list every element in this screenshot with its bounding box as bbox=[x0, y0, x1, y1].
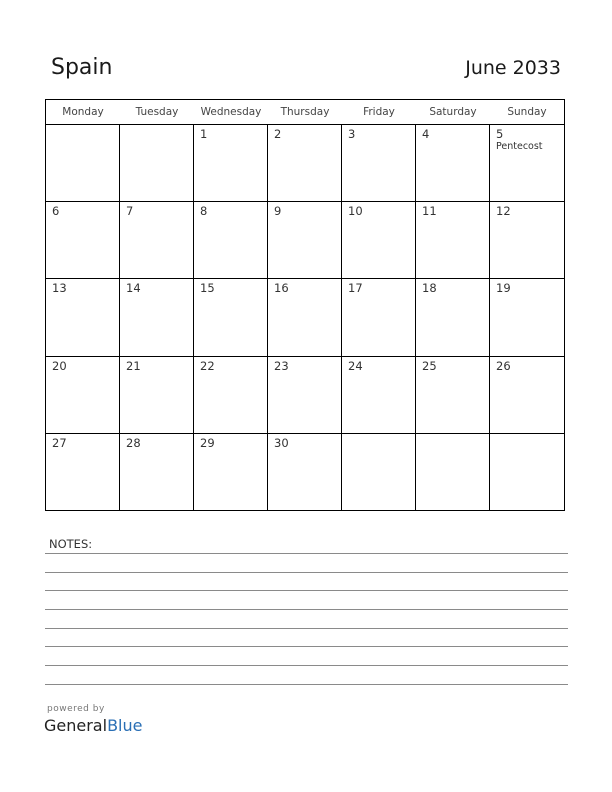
day-cell bbox=[194, 125, 268, 202]
day-number: 10 bbox=[348, 204, 363, 219]
day-number: 3 bbox=[348, 127, 356, 141]
day-cell bbox=[46, 357, 120, 434]
note-line bbox=[45, 609, 568, 610]
country-title: Spain bbox=[51, 55, 113, 80]
day-number: 13 bbox=[52, 281, 67, 296]
note-line bbox=[45, 590, 568, 591]
day-number: 25 bbox=[422, 358, 437, 373]
brand-logo bbox=[44, 716, 142, 735]
day-cell bbox=[46, 125, 120, 202]
day-cell bbox=[490, 202, 564, 279]
day-number: 26 bbox=[496, 358, 511, 373]
holiday-label: Pentecost bbox=[496, 141, 543, 152]
note-line bbox=[45, 665, 568, 666]
day-cell bbox=[416, 357, 490, 434]
powered-by-text: powered by bbox=[47, 704, 105, 714]
day-cell bbox=[194, 202, 268, 279]
day-number: 21 bbox=[126, 358, 141, 373]
day-number: 28 bbox=[126, 435, 141, 450]
day-cell bbox=[490, 125, 564, 202]
day-number: 22 bbox=[200, 358, 215, 373]
day-cell bbox=[46, 202, 120, 279]
weekday-header-row bbox=[46, 100, 564, 125]
day-cell bbox=[490, 279, 564, 356]
notes-label: NOTES: bbox=[49, 537, 93, 551]
brand-general: General bbox=[44, 716, 108, 735]
weekday-label: Thursday bbox=[280, 106, 330, 118]
day-cell bbox=[342, 357, 416, 434]
note-line bbox=[45, 628, 568, 629]
note-line bbox=[45, 553, 568, 554]
day-number: 23 bbox=[274, 358, 289, 373]
day-number: 29 bbox=[200, 435, 215, 450]
day-cell bbox=[342, 202, 416, 279]
day-number: 27 bbox=[52, 435, 67, 450]
day-cell bbox=[490, 434, 564, 511]
day-number: 6 bbox=[52, 204, 60, 219]
weekday-label: Wednesday bbox=[200, 106, 262, 118]
day-cell bbox=[268, 357, 342, 434]
note-line bbox=[45, 572, 568, 573]
day-number: 24 bbox=[348, 358, 363, 373]
day-cell bbox=[342, 279, 416, 356]
day-number: 20 bbox=[52, 358, 67, 373]
day-number: 9 bbox=[274, 204, 282, 219]
day-cell bbox=[268, 202, 342, 279]
day-cell bbox=[268, 279, 342, 356]
weekday-label: Monday bbox=[62, 106, 104, 118]
day-number: 17 bbox=[348, 281, 363, 296]
day-cell bbox=[120, 434, 194, 511]
weeks-grid bbox=[46, 125, 564, 511]
weekday-label: Sunday bbox=[507, 106, 547, 118]
day-cell bbox=[120, 357, 194, 434]
day-cell bbox=[120, 125, 194, 202]
day-number: 15 bbox=[200, 281, 215, 296]
day-number: 30 bbox=[274, 435, 289, 450]
day-number: 4 bbox=[422, 127, 430, 141]
day-cell bbox=[120, 279, 194, 356]
note-line bbox=[45, 646, 568, 647]
day-cell bbox=[268, 125, 342, 202]
day-cell bbox=[46, 279, 120, 356]
day-number: 11 bbox=[422, 204, 437, 219]
day-cell bbox=[46, 434, 120, 511]
day-cell bbox=[194, 357, 268, 434]
day-cell bbox=[268, 434, 342, 511]
day-cell bbox=[194, 279, 268, 356]
day-number: 18 bbox=[422, 281, 437, 296]
day-cell bbox=[194, 434, 268, 511]
day-number: 2 bbox=[274, 127, 282, 141]
day-number: 8 bbox=[200, 204, 208, 219]
day-cell bbox=[342, 125, 416, 202]
day-cell bbox=[416, 202, 490, 279]
day-number: 5 bbox=[496, 127, 504, 141]
day-cell bbox=[342, 434, 416, 511]
day-cell bbox=[416, 125, 490, 202]
brand-blue: Blue bbox=[107, 716, 143, 735]
calendar-grid bbox=[45, 99, 565, 511]
day-cell bbox=[120, 202, 194, 279]
day-number: 19 bbox=[496, 281, 511, 296]
day-cell bbox=[416, 434, 490, 511]
day-number: 14 bbox=[126, 281, 141, 296]
day-cell bbox=[490, 357, 564, 434]
day-number: 1 bbox=[200, 127, 208, 141]
weekday-label: Tuesday bbox=[135, 106, 179, 118]
month-year-title: June 2033 bbox=[465, 57, 561, 79]
day-cell bbox=[416, 279, 490, 356]
note-line bbox=[45, 684, 568, 685]
day-number: 12 bbox=[496, 204, 511, 219]
weekday-label: Saturday bbox=[429, 106, 477, 118]
day-number: 7 bbox=[126, 204, 134, 219]
day-number: 16 bbox=[274, 281, 289, 296]
weekday-label: Friday bbox=[363, 106, 395, 118]
